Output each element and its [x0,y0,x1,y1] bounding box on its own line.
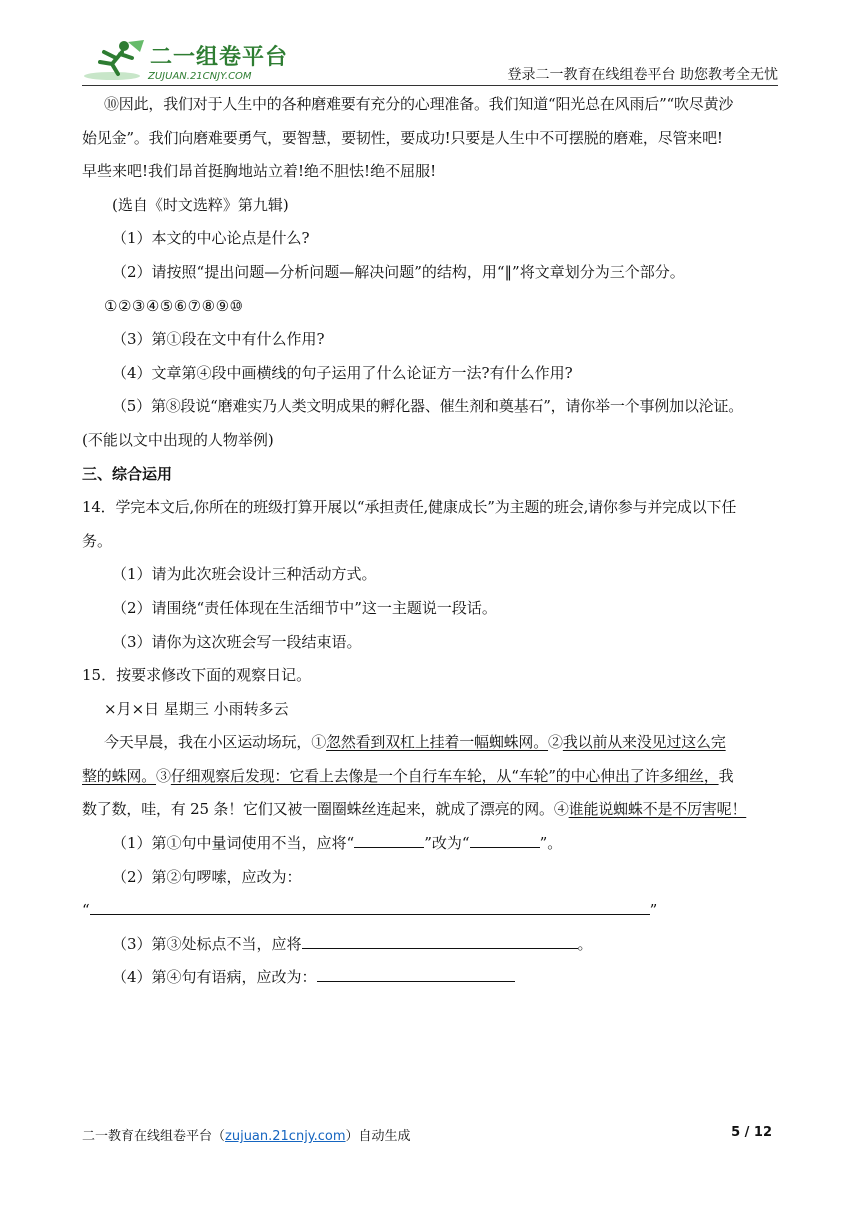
q14-stem-line2: 务。 [82,531,113,550]
passage-p10-line2: 始见金”。我们向磨难要勇气，要智慧，要韧性，要成功!只要是人生中不可摆脱的磨难，尽管来吧! [82,128,723,147]
q15-sub2-answer [82,894,778,928]
section-title: 三、综合运用 [82,464,173,483]
answer-blank[interactable] [317,967,515,982]
q15-sub4 [82,961,778,995]
answer-blank[interactable] [354,833,424,848]
footer-text: ）自动生成 [345,1129,411,1144]
q14-stem-line1: 14．学完本文后,你所在的班级打算开展以“承担责任,健康成长”为主题的班会,请你参与并完成以下任 [82,498,737,517]
underlined-sentence: 整的蛛网。 [82,766,157,785]
q14-sub3: （3）请你为这次班会写一段结束语。 [112,632,362,651]
q15-sub3-text: （3）第③处标点不当，应将 [112,934,302,953]
q14-sub1: （1）请为此次班会设计三种活动方式。 [112,565,377,584]
q15-sub3 [82,928,778,962]
underlined-sentence: 我以前从来没见过这么完 [562,733,726,752]
q15-diary-line1 [82,726,778,760]
q15-diary-line2 [82,760,778,794]
passage-p10-line3: 早些来吧!我们昂首挺胸地站立着!绝不胆怯!绝不屈服! [82,162,437,181]
answer-blank[interactable] [90,900,650,915]
q13-sub2: （2）请按照“提出问题—分析问题—解决问题”的结构，用“‖”将文章划分为三个部分。 [112,262,685,281]
q13-sub3: （3）第①段在文中有什么作用? [112,330,325,349]
page-header [82,32,778,84]
sentence-marker: ④ [553,800,569,819]
q13-sub4: （4）文章第④段中画横线的句子运用了什么论证方一法?有什么作用? [112,363,573,382]
answer-blank[interactable] [470,833,540,848]
logo-url: ZUJUAN.21CNJY.COM [148,71,252,82]
header-slogan: 登录二一教育在线组卷平台 助您教考全无忧 [507,67,778,83]
quote-open: “ [82,901,90,920]
footer-source [82,1125,411,1144]
sentence-marker: ③ [156,766,171,785]
q15-diary-line3 [82,793,778,827]
footer-link[interactable]: zujuan.21cnjy.com [225,1129,346,1144]
footer-text: 二一教育在线组卷平台（ [82,1129,226,1144]
passage-source: (选自《时文选粹》第九辑) [112,195,289,214]
q14-sub2: （2）请围绕“责任体现在生活细节中”这一主题说一段话。 [112,598,497,617]
q13-sub5-line1: （5）第⑧段说“磨难实乃人类文明成果的孵化器、催生剂和奠基石”，请你举一个事例加以沦证。 [112,397,744,416]
diary-text: 数了数，哇，有 25 条！它们又被一圈圈蛛丝连起来，就成了漂亮的网。 [82,800,554,819]
document-body [82,88,778,995]
sentence-marker: ① [311,733,327,752]
logo-title: 二一组卷平台 [150,45,289,70]
q15-diary-date: ×月×日 星期三 小雨转多云 [104,699,289,718]
q15-sub2: （2）第②句啰嗦，应改为： [112,867,302,886]
diary-text: 我 [718,766,734,785]
quote-close: ” [649,901,658,920]
sentence-marker: ② [548,733,563,752]
underlined-sentence: 谁能说蜘蛛不是不厉害呢！ [568,800,747,819]
running-man-logo-icon [82,38,148,82]
q15-sub1-text: ”改为“ [424,834,470,853]
brand-logo[interactable] [82,38,292,82]
underlined-sentence: 仔细观察后发现：它看上去像是一个自行车车轮，从“车轮”的中心伸出了许多细丝， [170,766,719,785]
underlined-sentence: 忽然看到双杠上挂着一幅蜘蛛网。 [326,733,549,752]
passage-p10-line1: ⑩因此，我们对于人生中的各种磨难要有充分的心理准备。我们知道“阳光总在风雨后”“吹尽黄沙 [104,95,734,113]
q13-sub1: （1）本文的中心论点是什么? [112,229,310,248]
header-divider [82,85,778,86]
q15-sub3-text: 。 [577,934,593,953]
page-number: 5 / 12 [731,1125,772,1140]
q13-paragraph-numbers: ①②③④⑤⑥⑦⑧⑨⑩ [104,296,244,315]
diary-text: 今天早晨，我在小区运动场玩， [104,733,312,752]
q13-sub5-line2: (不能以文中出现的人物举例) [82,430,274,449]
q15-sub1-text: （1）第①句中量词使用不当，应将“ [112,834,355,853]
q15-sub1-text: ”。 [539,834,563,853]
q15-sub4-text: （4）第④句有语病，应改为： [112,968,317,987]
answer-blank[interactable] [302,934,578,949]
q15-stem: 15．按要求修改下面的观察日记。 [82,666,312,685]
q15-sub1 [82,827,778,861]
